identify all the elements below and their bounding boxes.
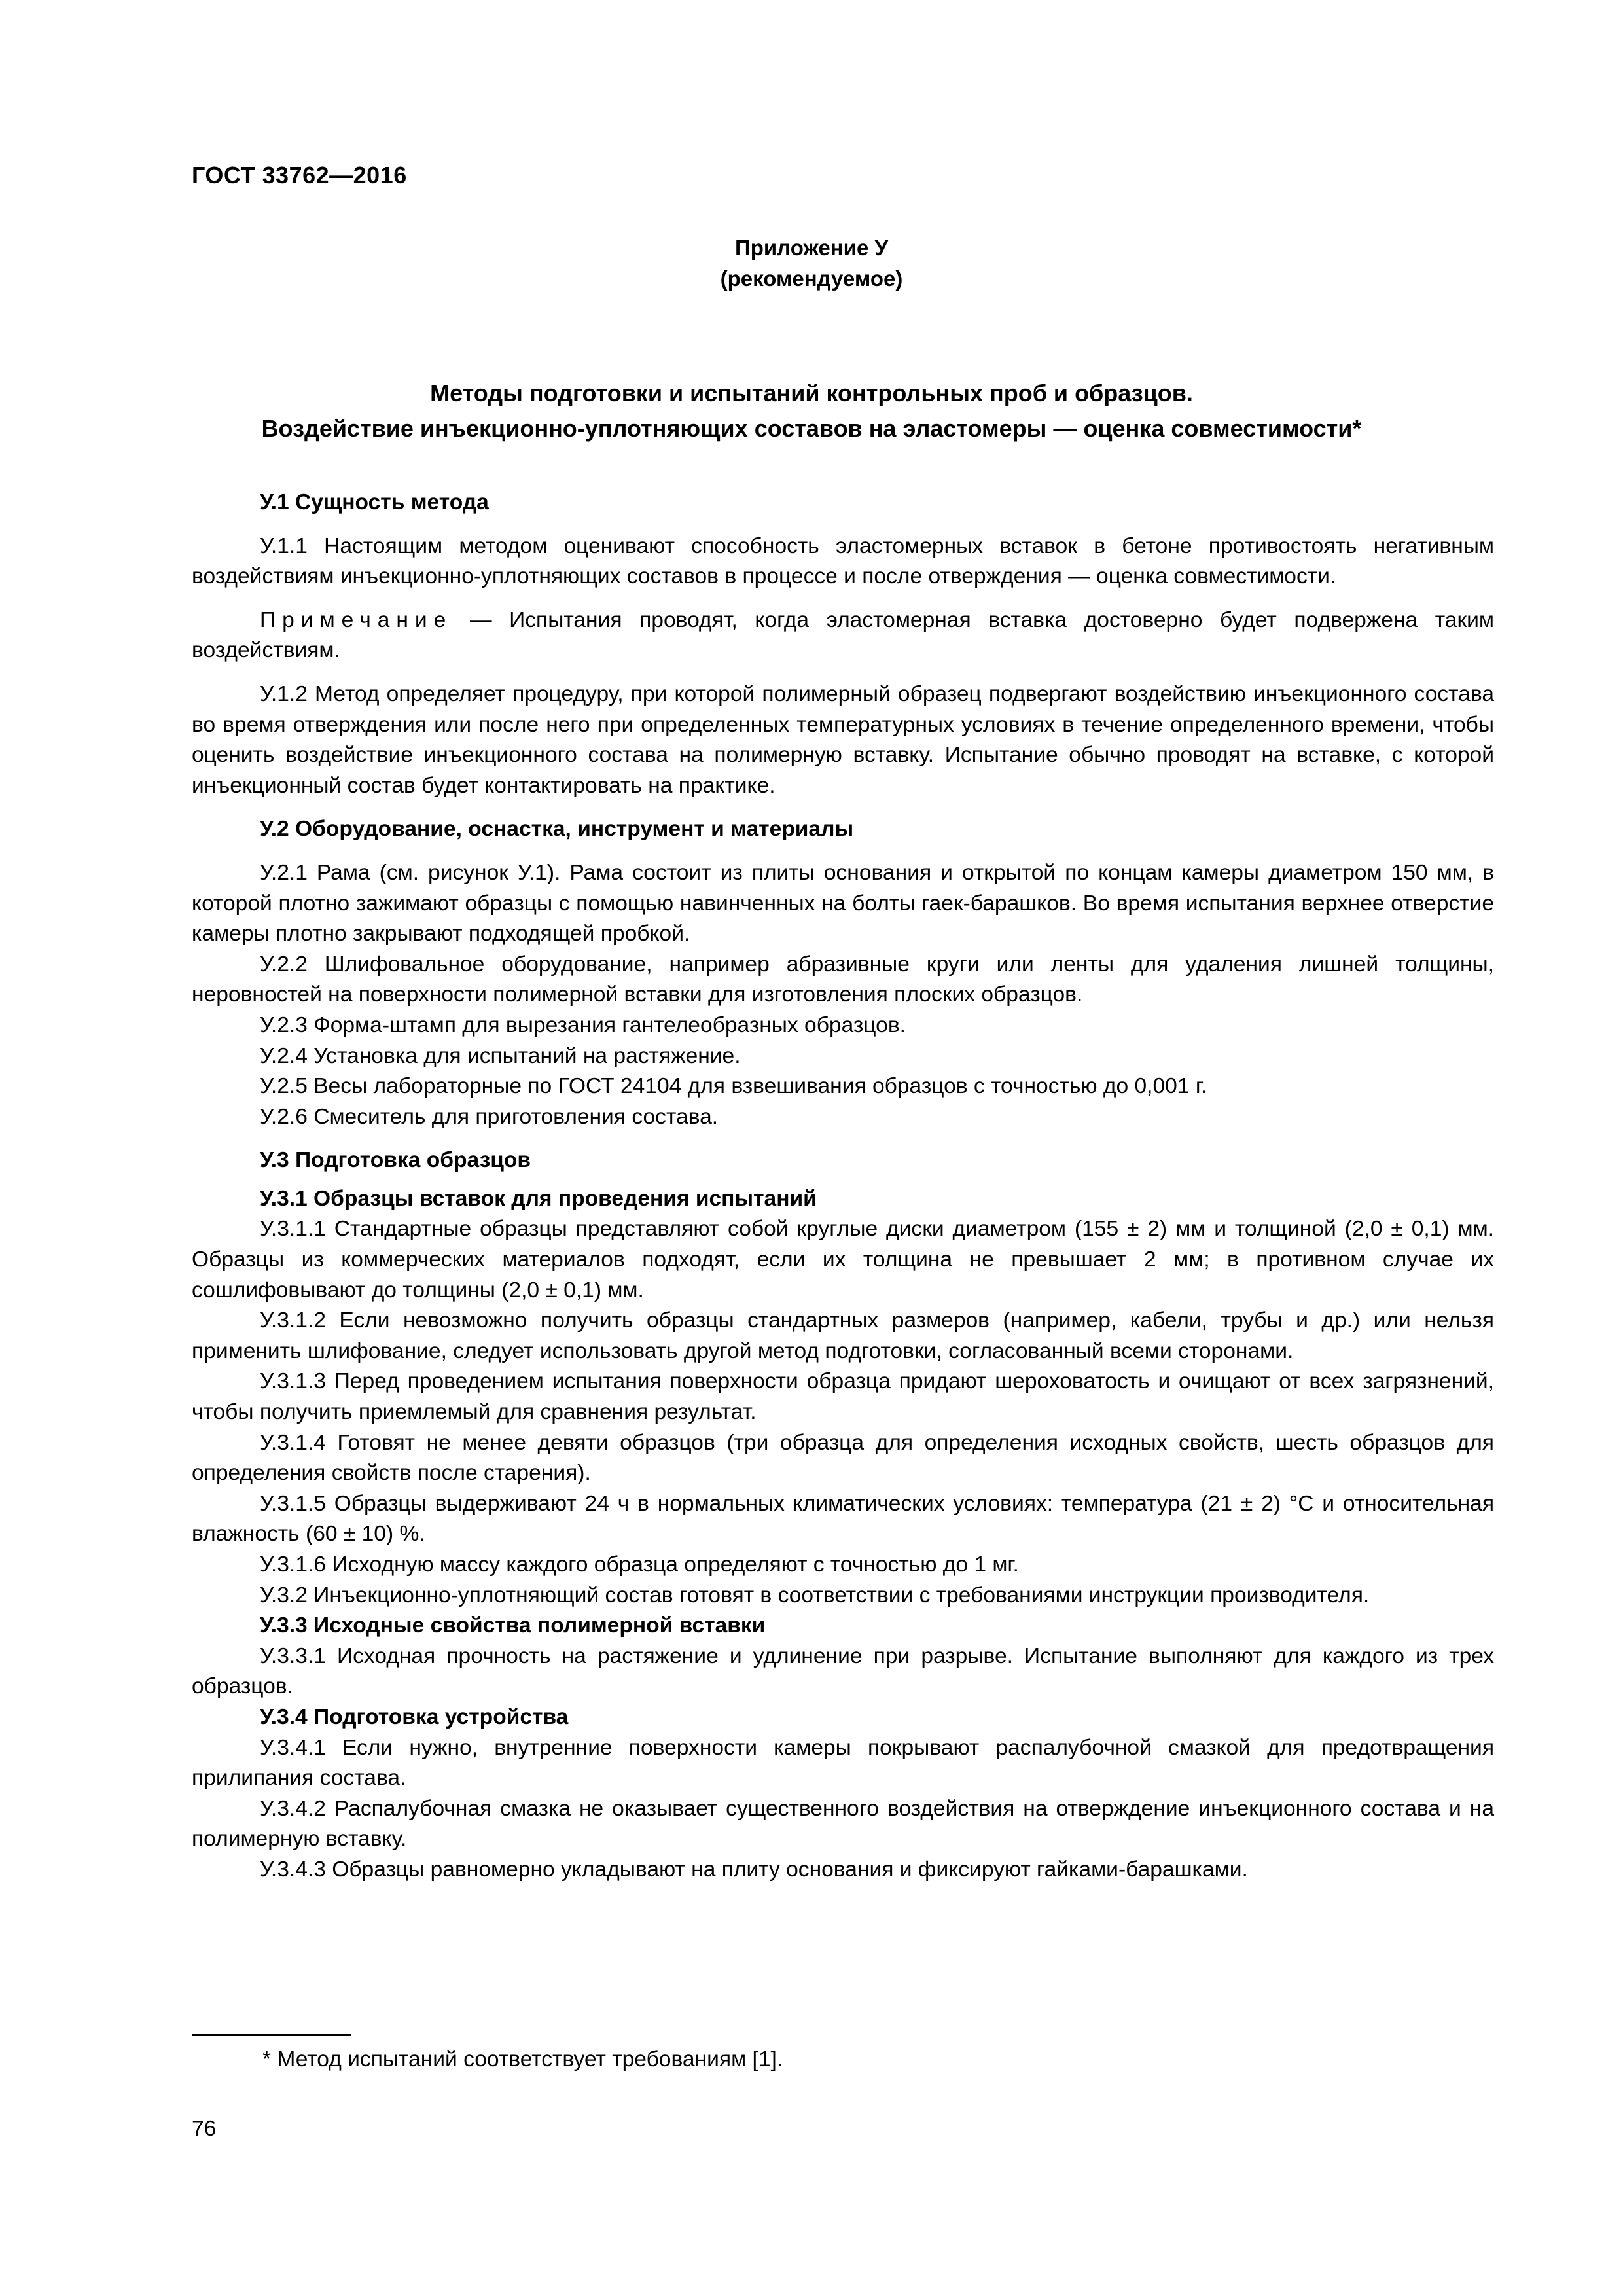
note	[192, 605, 1494, 666]
paragraph: У.3.1.6 Исходную массу каждого образца определяют с точностью до 1 мг.	[260, 1552, 1019, 1577]
paragraph: У.3.3.1 Исходная прочность на растяжение и удлинение при разрыве. Испытание выполняют для каждого из трех образцов.	[192, 1643, 1494, 1699]
document-title	[157, 376, 1466, 446]
section-heading: У.3 Подготовка образцов	[260, 1148, 531, 1173]
paragraph: У.2.2 Шлифовальное оборудование, например абразивные круги или ленты для удаления лишней толщины, неровностей на поверхности полимерной вставки для изготовления плоских образцов.	[192, 952, 1494, 1007]
paragraph: У.3.4.1 Если нужно, внутренние поверхности камеры покрывают распалубочной смазкой для предотвращения прилипания состава.	[192, 1735, 1494, 1791]
note-text: — Испытания проводят, когда эластомерная вставка достоверно будет подвержена таким воздействиям.	[192, 607, 1494, 663]
note-label: Примечание	[260, 607, 453, 632]
paragraph: У.3.1.3 Перед проведением испытания поверхности образца придают шероховатость и очищают от всех загрязнений, чтобы получить приемлемый для сравнения результат.	[192, 1369, 1494, 1425]
section-heading: У.2 Оборудование, оснастка, инструмент и материалы	[260, 817, 854, 842]
footnote: * Метод испытаний соответствует требованиям [1].	[262, 2047, 783, 2072]
paragraph: У.3.1.1 Стандартные образцы представляют собой круглые диски диаметром (155 ± 2) мм и толщиной (2,0 ± 0,1) мм. Образцы из коммерческих материалов подходят, если их толщина не превышает 2 мм; в противном случае их сошлифовывают до толщины (2,0 ± 0,1) мм.	[192, 1217, 1494, 1302]
section-heading: У.1 Сущность метода	[260, 490, 489, 514]
paragraph: У.3.1.2 Если невозможно получить образцы стандартных размеров (например, кабели, трубы и др.) или нельзя применить шлифование, следует использовать другой метод подготовки, согласованный всеми сторонами.	[192, 1308, 1494, 1363]
paragraph: У.1.1 Настоящим методом оценивают способность эластомерных вставок в бетоне противостоять негативным воздействиям инъекционно-уплотняющих составов в процессе и после отверждения — оценка совместимости.	[192, 533, 1494, 589]
paragraph: У.3.4.3 Образцы равномерно укладывают на плиту основания и фиксируют гайками-барашками.	[260, 1857, 1248, 1882]
paragraph: У.3.4.2 Распалубочная смазка не оказывает существенного воздействия на отверждение инъекционного состава и на полимерную вставку.	[192, 1796, 1494, 1852]
paragraph: У.3.1.5 Образцы выдерживают 24 ч в нормальных климатических условиях: температура (21 ± 2) °С и относительная влажность (60 ± 10) %.	[192, 1491, 1494, 1547]
paragraph: У.2.5 Весы лабораторные по ГОСТ 24104 для взвешивания образцов с точностью до 0,001 г.	[260, 1074, 1207, 1099]
paragraph: У.2.4 Установка для испытаний на растяжение.	[260, 1043, 741, 1068]
paragraph: У.1.2 Метод определяет процедуру, при которой полимерный образец подвергают воздействию инъекционного состава во время отверждения или после него при определенных температурных условиях в течение определенного времени, чтобы оценить воздействие инъекционного состава на полимерную вставку. Испытание обычно проводят на вставке, с которой инъекционный состав будет контактировать на практике.	[192, 681, 1494, 798]
title-line-2: Воздействие инъекционно-уплотняющих составов на эластомеры — оценка совместимости*	[261, 415, 1362, 442]
standard-id: ГОСТ 33762—2016	[192, 162, 407, 188]
paragraph: У.3.1.4 Готовят не менее девяти образцов (три образца для определения исходных свойств, шесть образцов для определения свойств после старения).	[192, 1430, 1494, 1486]
page-number: 76	[192, 2117, 217, 2141]
annex-label: Приложение У	[735, 236, 888, 260]
paragraph: У.3.2 Инъекционно-уплотняющий состав готовят в соответствии с требованиями инструкции производителя.	[260, 1583, 1370, 1607]
paragraph: У.2.1 Рама (см. рисунок У.1). Рама состоит из плиты основания и открытой по концам камеры диаметром 150 мм, в которой плотно зажимают образцы с помощью навинченных на болты гаек-барашков. Во время испытания верхнее отверстие камеры плотно закрывают подходящей пробкой.	[192, 860, 1494, 946]
title-line-1: Методы подготовки и испытаний контрольных проб и образцов.	[430, 380, 1193, 406]
paragraph: У.2.6 Смеситель для приготовления состава.	[260, 1104, 719, 1129]
footnote-separator	[192, 2034, 351, 2036]
paragraph: У.2.3 Форма-штамп для вырезания гантелеобразных образцов.	[260, 1013, 906, 1037]
annex-header	[0, 232, 1623, 294]
subsection-heading: У.3.4 Подготовка устройства	[260, 1704, 569, 1729]
subsection-heading: У.3.1 Образцы вставок для проведения испытаний	[260, 1186, 817, 1211]
document-body	[192, 488, 1494, 1886]
annex-status: (рекомендуемое)	[720, 266, 903, 291]
subsection-heading: У.3.3 Исходные свойства полимерной вставки	[260, 1613, 766, 1638]
